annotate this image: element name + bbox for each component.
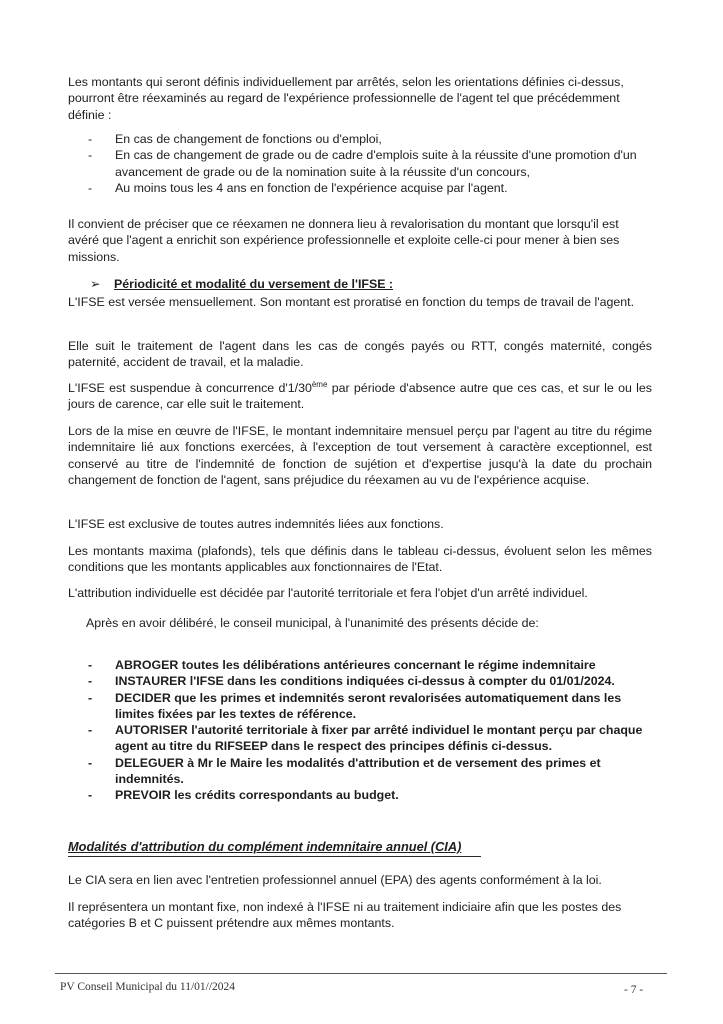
cia-paragraph: Il représentera un montant fixe, non indexé à l'IFSE ni au traitement indiciaire afin que les postes des catégories B et C puissent prétendre aux mêmes montants. <box>68 900 622 931</box>
list-item: - PREVOIR les crédits correspondants au budget. <box>88 787 654 803</box>
follows-treatment-paragraph: Elle suit le traitement de l'agent dans les cas de congés payés ou RTT, congés maternité, congés paternité, accident de travail, et la maladie. <box>68 339 652 370</box>
suspension-paragraph <box>68 380 652 413</box>
implementation-paragraph: Lors de la mise en œuvre de l'IFSE, le montant indemnitaire mensuel perçu par l'agent au titre du régime indemnitaire lié aux fonctions exercées, à l'exception de tout versement à caractère exceptionnel, est conservé au titre de l'indemnité de fonction de sujétion et d'expertise jusqu'à la date du prochain changement de fonction de l'agent, sans préjudice du réexamen au vu de l'expérience acquise. <box>68 424 652 487</box>
periodicity-heading <box>90 276 590 292</box>
list-item: - En cas de changement de grade ou de cadre d'emplois suite à la réussite d'une promotion d'un avancement de grade ou de la nomination suite à la réussite d'un concours, <box>88 147 654 180</box>
list-item: - Au moins tous les 4 ans en fonction de l'expérience acquise par l'agent. <box>88 180 654 196</box>
list-item: - DELEGUER à Mr le Maire les modalités d'attribution et de versement des primes et indemnités. <box>88 755 654 788</box>
footer-title: PV Conseil Municipal du 11/01//2024 <box>60 981 236 993</box>
intro-paragraph: Les montants qui seront définis individuellement par arrêtés, selon les orientations définies ci-dessus, pourront être réexaminés au regard de l'expérience professionnelle de l'agent tel que précédemment définie : <box>68 75 624 122</box>
list-item: - DECIDER que les primes et indemnités seront revalorisées automatiquement dans les limites fixées par les textes de référence. <box>88 690 654 723</box>
suspension-text-end: par période d'absence autre que ces cas, et sur le ou les jours de carence, car elle suit le traitement. <box>68 381 652 412</box>
attribution-paragraph: L'attribution individuelle est décidée par l'autorité territoriale et fera l'objet d'un arrêté individuel. <box>68 586 588 600</box>
reexam-case-list <box>88 131 654 196</box>
footer-divider <box>55 973 667 974</box>
decision-list <box>88 657 654 804</box>
exclusive-paragraph: L'IFSE est exclusive de toutes autres indemnités liées aux fonctions. <box>68 517 444 531</box>
decision-intro: Après en avoir délibéré, le conseil municipal, à l'unanimité des présents décide de: <box>86 616 539 630</box>
periodicity-heading-text: Périodicité et modalité du versement de l'IFSE : <box>114 277 394 291</box>
list-item: - En cas de changement de fonctions ou d'emploi, <box>88 131 654 147</box>
list-item: - AUTORISER l'autorité territoriale à fixer par arrêté individuel le montant perçu par chaque agent au titre du RIFSEEP dans le respect des principes définis ci-dessus. <box>88 722 654 755</box>
page-number: - 7 - <box>624 984 644 996</box>
monthly-paragraph: L'IFSE est versée mensuellement. Son montant est proratisé en fonction du temps de travail de l'agent. <box>68 295 635 309</box>
list-item: - ABROGER toutes les délibérations antérieures concernant le régime indemnitaire <box>88 657 654 673</box>
superscript-eme: ème <box>311 379 328 389</box>
cia-heading-rule <box>68 856 481 857</box>
cia-heading: Modalités d'attribution du complément indemnitaire annuel (CIA) <box>68 839 462 854</box>
maxima-paragraph: Les montants maxima (plafonds), tels que définis dans le tableau ci-dessus, évoluent selon les mêmes conditions que les montants applicables aux fonctionnaires de l'Etat. <box>68 544 652 575</box>
arrow-bullet-icon: ➢ <box>90 277 101 291</box>
suspension-text-start: L'IFSE est suspendue à concurrence d'1/30 <box>68 381 312 395</box>
cia-paragraph: Le CIA sera en lien avec l'entretien professionnel annuel (EPA) des agents conformément à la loi. <box>68 873 602 887</box>
list-item: - INSTAURER l'IFSE dans les conditions indiquées ci-dessus à compter du 01/01/2024. <box>88 673 654 689</box>
precision-paragraph: Il convient de préciser que ce réexamen ne donnera lieu à revalorisation du montant que lorsqu'il est avéré que l'agent a enrichit son expérience professionnelle et exploite celle-ci pour mener à bien ses missions. <box>68 217 620 264</box>
